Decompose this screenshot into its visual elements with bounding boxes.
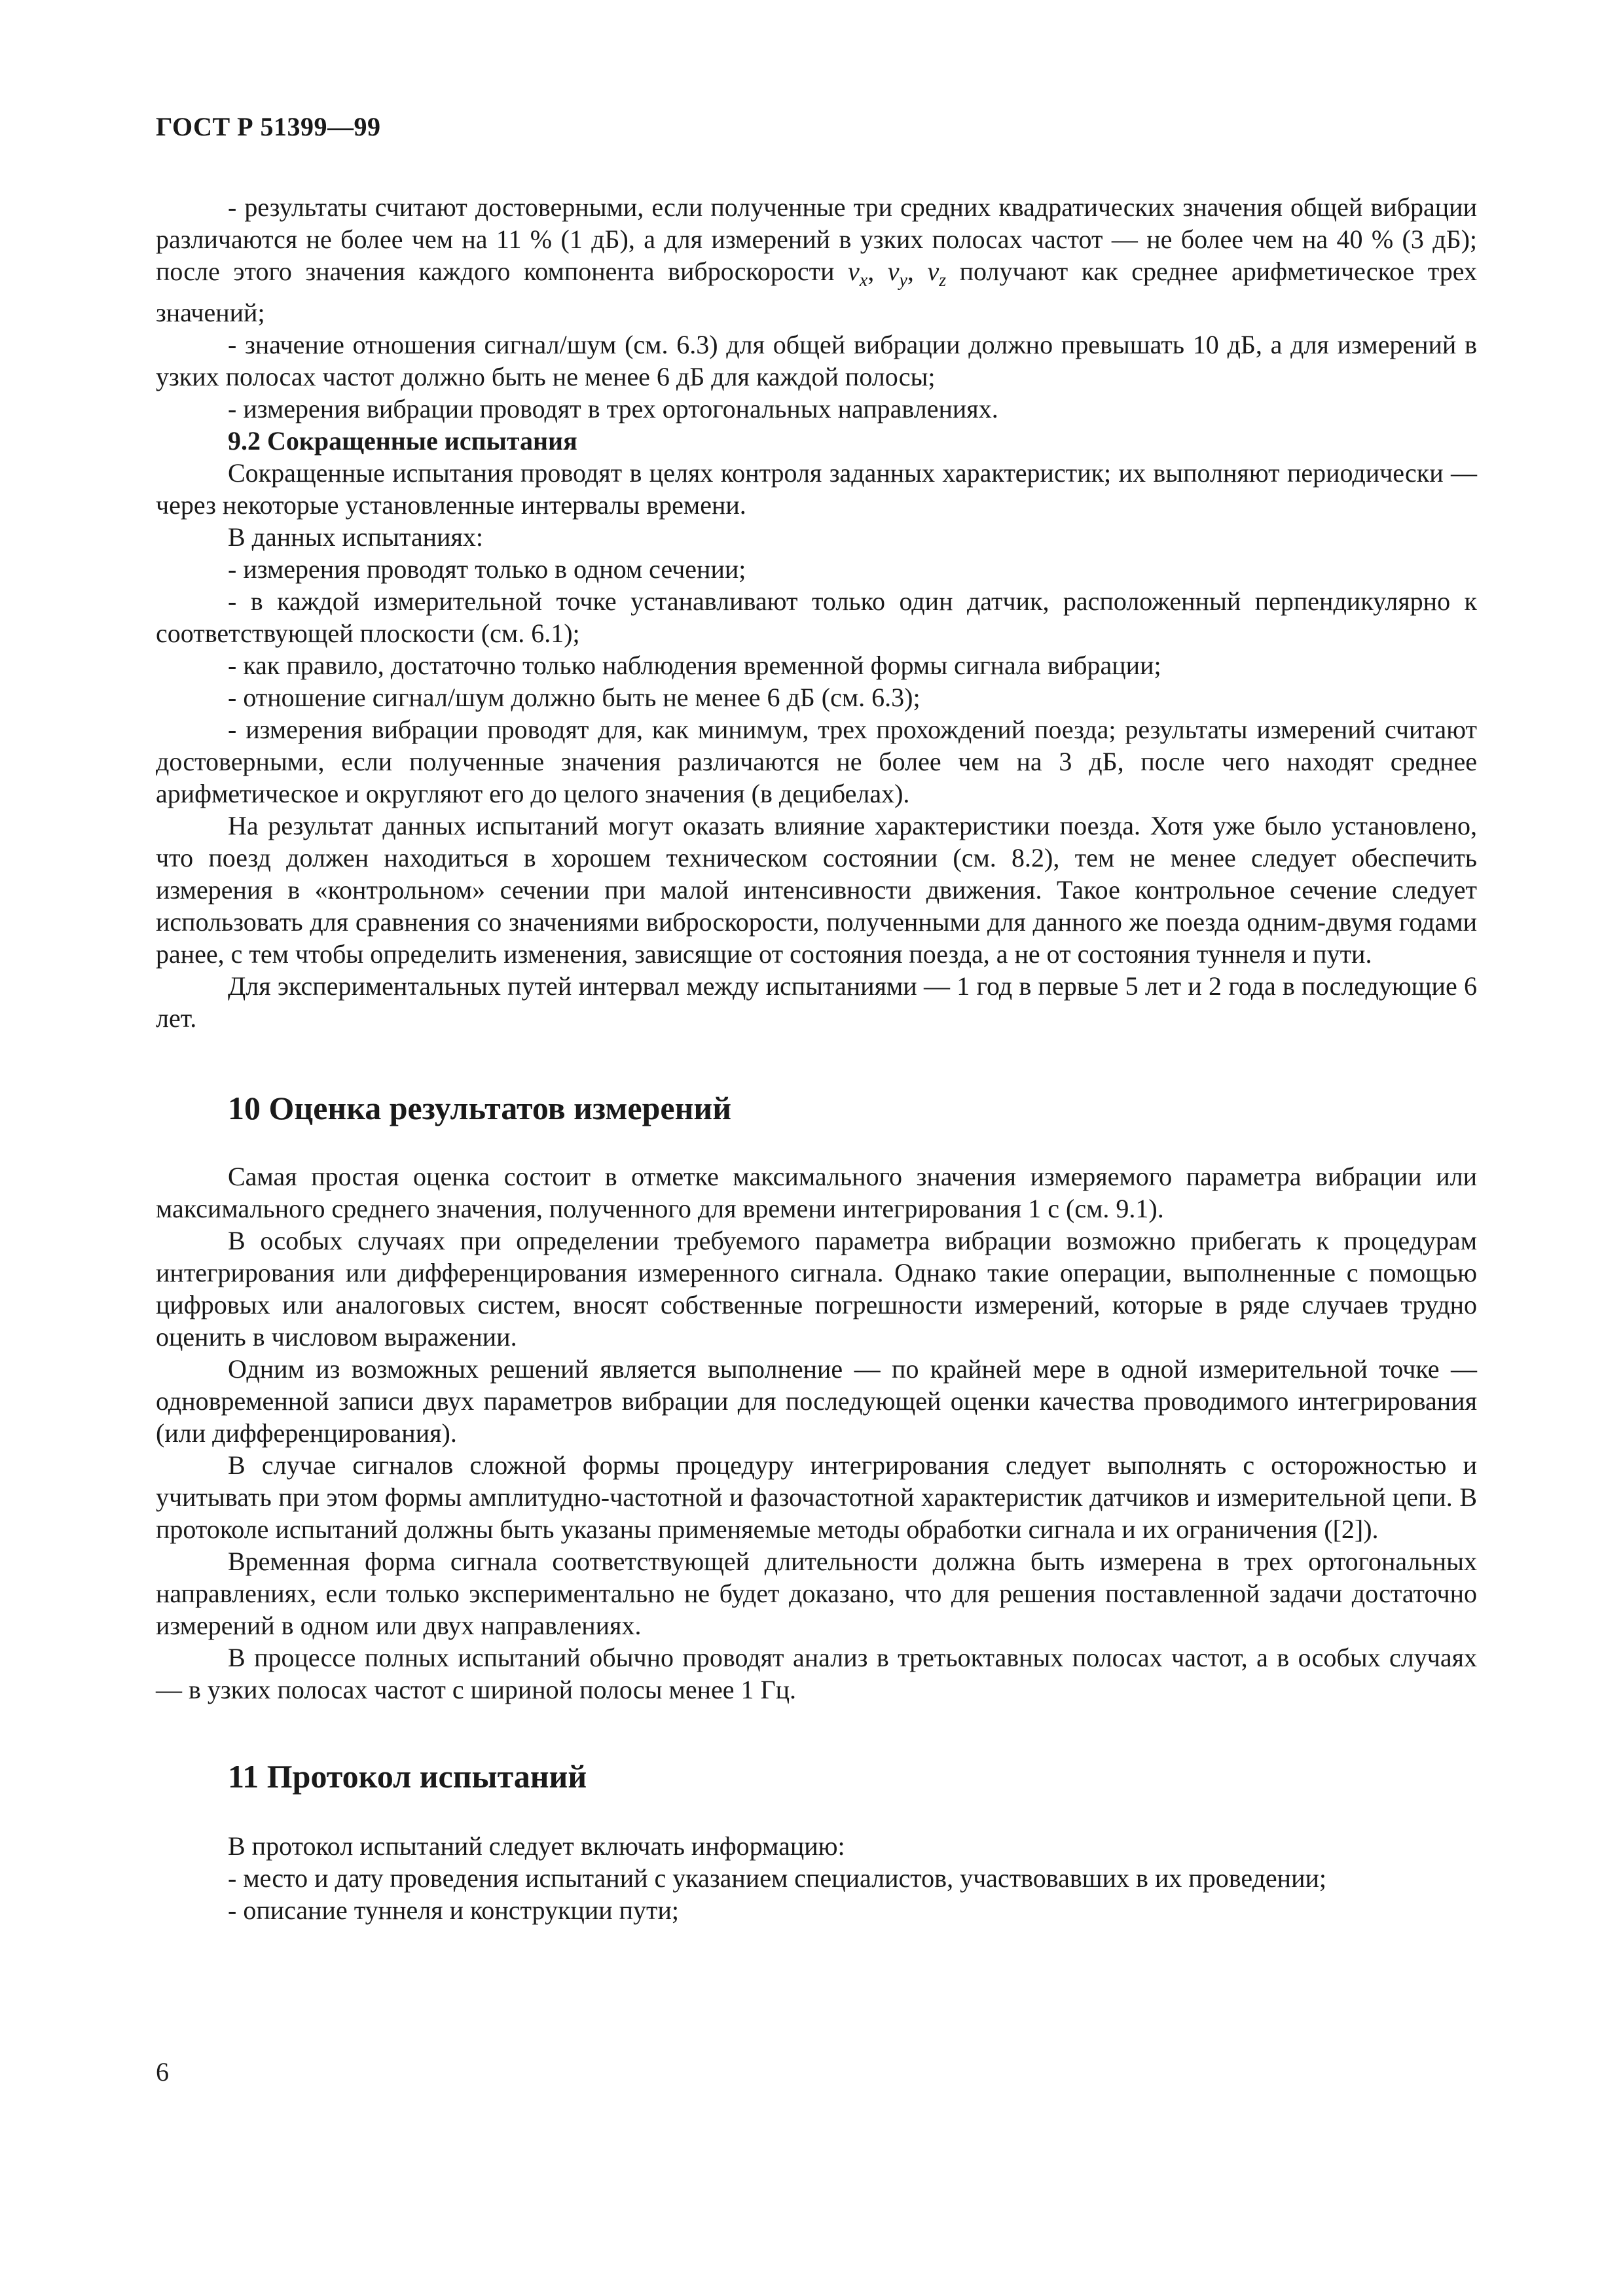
paragraph: В процессе полных испытаний обычно проводят анализ в третьоктавных полосах частот, а в особых случаях — в узких полосах частот с шириной полосы менее 1 Гц. — [156, 1643, 1477, 1704]
paragraph: - в каждой измерительной точке устанавливают только один датчик, расположенный перпендикулярно к соответствующей плоскости (см. 6.1); — [156, 586, 1477, 648]
paragraph-signal-noise: - значение отношения сигнал/шум (см. 6.3) для общей вибрации должно превышать 10 дБ, а для измерений в узких полосах частот должно быть не менее 6 дБ для каждой полосы; — [156, 330, 1477, 391]
paragraph: В протокол испытаний следует включать информацию: — [228, 1831, 845, 1861]
paragraph: - измерения проводят только в одном сечении; — [228, 554, 746, 584]
spacer — [156, 1706, 1477, 1757]
paragraph: В случае сигналов сложной формы процедуру интегрирования следует выполнять с осторожностью и учитывать при этом формы амплитудно-частотной и фазочастотной характеристик датчиков и измерительной цепи. В протоколе испытаний должны быть указаны применяемые методы обработки сигнала и их ограничения ([2]). — [156, 1450, 1477, 1544]
paragraph-results-reliability: - результаты считают достоверными, если полученные три средних квадратических значения общей вибрации различаются не более чем на 11 % (1 дБ), а для измерений в узких полосах частот — не более чем на 40 % (3 дБ); после этого значения каждого компонента виброскорости $v_x$, $v_y$, $v_z$ получают как среднее арифметическое трех значений; — [156, 192, 1477, 327]
paragraph: - как правило, достаточно только наблюдения временной формы сигнала вибрации; — [228, 651, 1161, 680]
paragraph: - описание туннеля и конструкции пути; — [228, 1895, 680, 1925]
velocity-component-z: $v_z$ — [927, 257, 947, 291]
paragraph: - измерения вибрации проводят для, как минимум, трех прохождений поезда; результаты измерений считают достоверными, если полученные значения различаются не более чем на 3 дБ, после чего находят среднее арифметическое и округляют его до целого значения (в децибелах). — [156, 715, 1477, 808]
paragraph: Самая простая оценка состоит в отметке максимального значения измеряемого параметра вибрации или максимального среднего значения, полученного для времени интегрирования 1 с (см. 9.1). — [156, 1162, 1477, 1223]
paragraph: Временная форма сигнала соответствующей длительности должна быть измерена в трех ортогональных направлениях, если только экспериментально не будет доказано, что для решения поставленной задачи достаточно измерений в одном или двух направлениях. — [156, 1547, 1477, 1640]
spacer — [156, 1034, 1477, 1088]
velocity-component-x: $v_x$ — [848, 257, 868, 291]
paragraph: Сокращенные испытания проводят в целях контроля заданных характеристик; их выполняют периодически — через некоторые установленные интервалы времени. — [156, 458, 1477, 520]
paragraph: Одним из возможных решений является выполнение — по крайней мере в одной измерительной точке — одновременной записи двух параметров вибрации для последующей оценки качества проводимого интегрирования (или дифференцирования). — [156, 1354, 1477, 1448]
paragraph: В данных испытаниях: — [228, 522, 483, 552]
spacer — [156, 1796, 1477, 1830]
paragraph: В особых случаях при определении требуемого параметра вибрации возможно прибегать к процедурам интегрирования или дифференцирования измеренного сигнала. Однако такие операции, выполненные с помощью цифровых или аналоговых систем, вносят собственные погрешности измерений, которые в ряде случаев трудно оценить в числовом выражении. — [156, 1226, 1477, 1352]
paragraph: - место и дату проведения испытаний с указанием специалистов, участвовавших в их проведении; — [228, 1863, 1327, 1893]
document-header: ГОСТ Р 51399—99 — [156, 112, 381, 141]
velocity-component-y: $v_y$ — [887, 257, 907, 291]
section-title-11: 11 Протокол испытаний — [228, 1758, 587, 1795]
spacer — [156, 1128, 1477, 1160]
document-body — [156, 191, 1477, 1926]
paragraph: - отношение сигнал/шум должно быть не менее 6 дБ (см. 6.3); — [228, 683, 921, 712]
paragraph-orthogonal-directions: - измерения вибрации проводят в трех ортогональных направлениях. — [228, 394, 998, 423]
section-title-10: 10 Оценка результатов измерений — [228, 1090, 732, 1126]
subsection-title-9-2: 9.2 Сокращенные испытания — [228, 426, 577, 456]
page-number: 6 — [156, 2057, 169, 2087]
paragraph: На результат данных испытаний могут оказать влияние характеристики поезда. Хотя уже было установлено, что поезд должен находиться в хорошем техническом состоянии (см. 8.2), тем не менее следует обеспечить измерения в «контрольном» сечении при малой интенсивности движения. Такое контрольное сечение следует использовать для сравнения со значениями виброскорости, полученными для данного же поезда одним-двумя годами ранее, с тем чтобы определить изменения, зависящие от состояния поезда, а не от состояния туннеля и пути. — [156, 811, 1477, 969]
paragraph: Для экспериментальных путей интервал между испытаниями — 1 год в первые 5 лет и 2 года в последующие 6 лет. — [156, 971, 1477, 1033]
